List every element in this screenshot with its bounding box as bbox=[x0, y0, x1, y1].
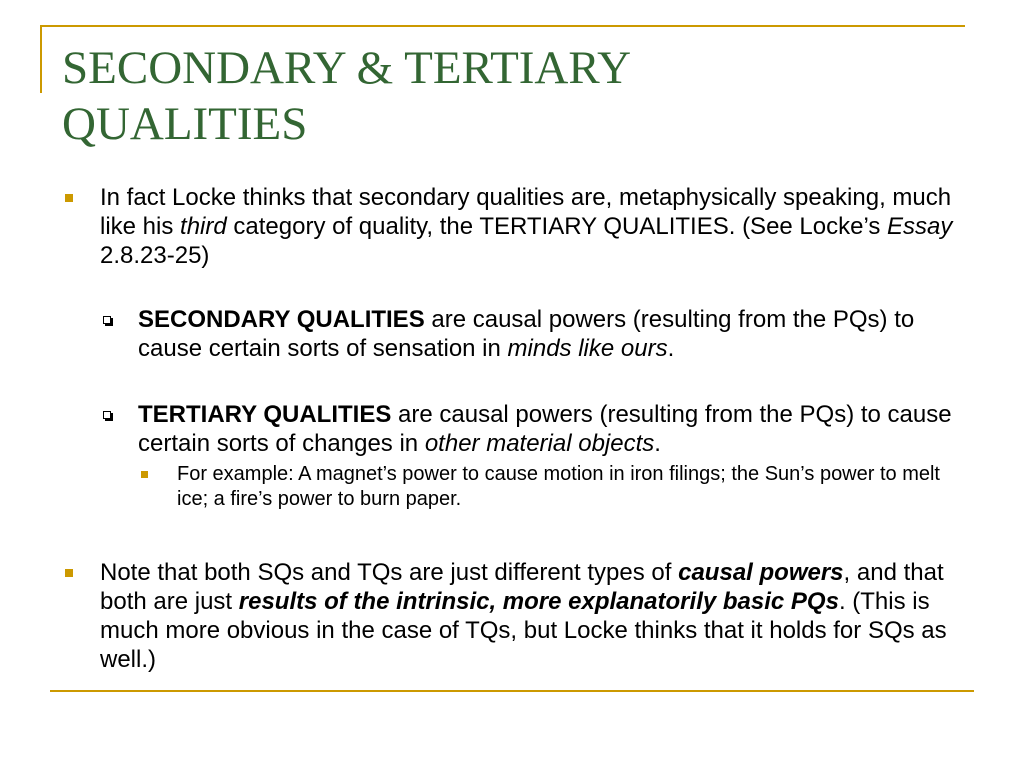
slide-content bbox=[60, 183, 960, 674]
bullet-text: category of quality, the TERTIARY QUALITIES. (See Locke’s bbox=[226, 213, 888, 240]
bullet-causal-powers-note bbox=[60, 558, 960, 674]
bullet-text: . (This is much more obvious in the case of TQs, but Locke thinks that it holds for SQs as well.) bbox=[100, 588, 947, 673]
left-accent-line bbox=[40, 25, 42, 93]
bullet-secondary-qualities bbox=[60, 305, 960, 363]
top-accent-line bbox=[40, 25, 965, 27]
bullet-tertiary-qualities bbox=[60, 400, 960, 458]
bullet-text-emphasis: causal powers bbox=[678, 559, 844, 586]
bullet-text: For example: A magnet’s power to cause motion in iron filings; the Sun’s power to melt ice; a fire’s power to burn paper. bbox=[177, 463, 940, 510]
bullet-text-emphasis: Essay bbox=[887, 213, 953, 240]
title-line-1: SECONDARY & TERTIARY bbox=[62, 42, 632, 94]
bullet-text: are causal powers (resulting from the PQs) to cause certain sorts of changes in bbox=[138, 401, 952, 457]
hollow-square-bullet-icon bbox=[103, 316, 111, 324]
bullet-term: SECONDARY QUALITIES bbox=[138, 306, 425, 333]
square-bullet-icon bbox=[141, 471, 148, 478]
square-bullet-icon bbox=[65, 569, 73, 577]
hollow-square-bullet-icon bbox=[103, 411, 111, 419]
square-bullet-icon bbox=[65, 194, 73, 202]
bullet-text-emphasis: minds like ours bbox=[507, 335, 668, 362]
bullet-text: Note that both SQs and TQs are just different types of bbox=[100, 559, 679, 586]
bullet-text: . bbox=[667, 335, 675, 362]
bullet-text: , and that both are just bbox=[100, 559, 944, 615]
bullet-text-emphasis: results of the intrinsic, more explanatorily basic PQs bbox=[238, 588, 839, 615]
bullet-text-emphasis: other material objects bbox=[424, 430, 655, 457]
bullet-text: . bbox=[654, 430, 661, 457]
bullet-text-emphasis: third bbox=[180, 213, 227, 240]
bullet-term: TERTIARY QUALITIES bbox=[138, 401, 392, 428]
slide-title bbox=[62, 40, 942, 152]
bullet-text: In fact Locke thinks that secondary qualities are, metaphysically speaking, much like his bbox=[100, 184, 952, 240]
bottom-accent-line bbox=[50, 690, 974, 692]
bullet-text: 2.8.23-25) bbox=[100, 242, 210, 269]
bullet-text: are causal powers (resulting from the PQs) to cause certain sorts of sensation in bbox=[138, 306, 915, 362]
bullet-locke-view bbox=[60, 183, 960, 270]
title-line-2: QUALITIES bbox=[62, 98, 308, 150]
bullet-example bbox=[60, 462, 960, 512]
